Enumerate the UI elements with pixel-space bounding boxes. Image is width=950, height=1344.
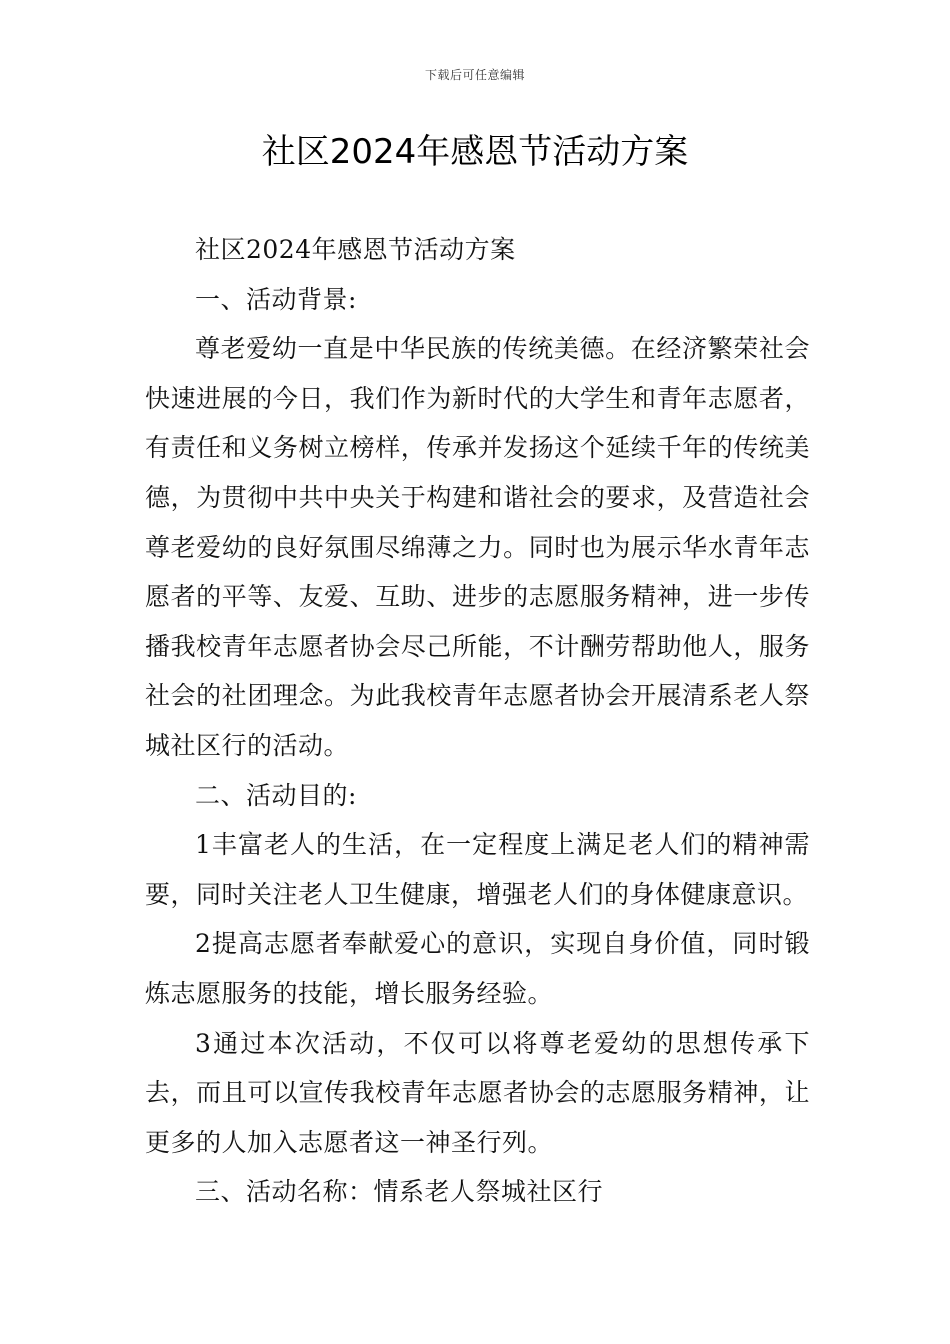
section-heading-name: 三、活动名称：情系老人祭城社区行 <box>195 1177 604 1207</box>
header-note: 下载后可任意编辑 <box>424 68 525 82</box>
section-heading-background: 一、活动背景: <box>195 284 357 314</box>
background-paragraph: 尊老爱幼一直是中华民族的传统美德。在经济繁荣社会快速进展的今日，我们作为新时代的大学生和青年志愿者，有责任和义务树立榜样，传承并发扬这个延续千年的传统美德，为贯彻中共中央关于构建和谐社会的要求，及营造社会尊老爱幼的良好氛围尽绵薄之力。同时也为展示华水青年志愿者的平等、友爱、互助、进步的志愿服务精神，进一步传播我校青年志愿者协会尽己所能，不计酬劳帮助他人，服务社会的社团理念。为此我校青年志愿者协会开展清系老人祭城社区行的活动。 <box>145 334 810 760</box>
document-body <box>145 225 810 1217</box>
subtitle-paragraph: 社区2024年感恩节活动方案 <box>195 235 516 264</box>
purpose-item-1: 1丰富老人的生活，在一定程度上满足老人们的精神需要，同时关注老人卫生健康，增强老人们的身体健康意识。 <box>145 830 810 909</box>
purpose-item-3: 3通过本次活动，不仅可以将尊老爱幼的思想传承下去，而且可以宣传我校青年志愿者协会的志愿服务精神，让更多的人加入志愿者这一神圣行列。 <box>145 1028 810 1157</box>
document-title: 社区2024年感恩节活动方案 <box>261 132 689 172</box>
purpose-item-2: 2提高志愿者奉献爱心的意识，实现自身价值，同时锻炼志愿服务的技能，增长服务经验。 <box>145 929 810 1008</box>
section-heading-purpose: 二、活动目的: <box>195 780 357 810</box>
